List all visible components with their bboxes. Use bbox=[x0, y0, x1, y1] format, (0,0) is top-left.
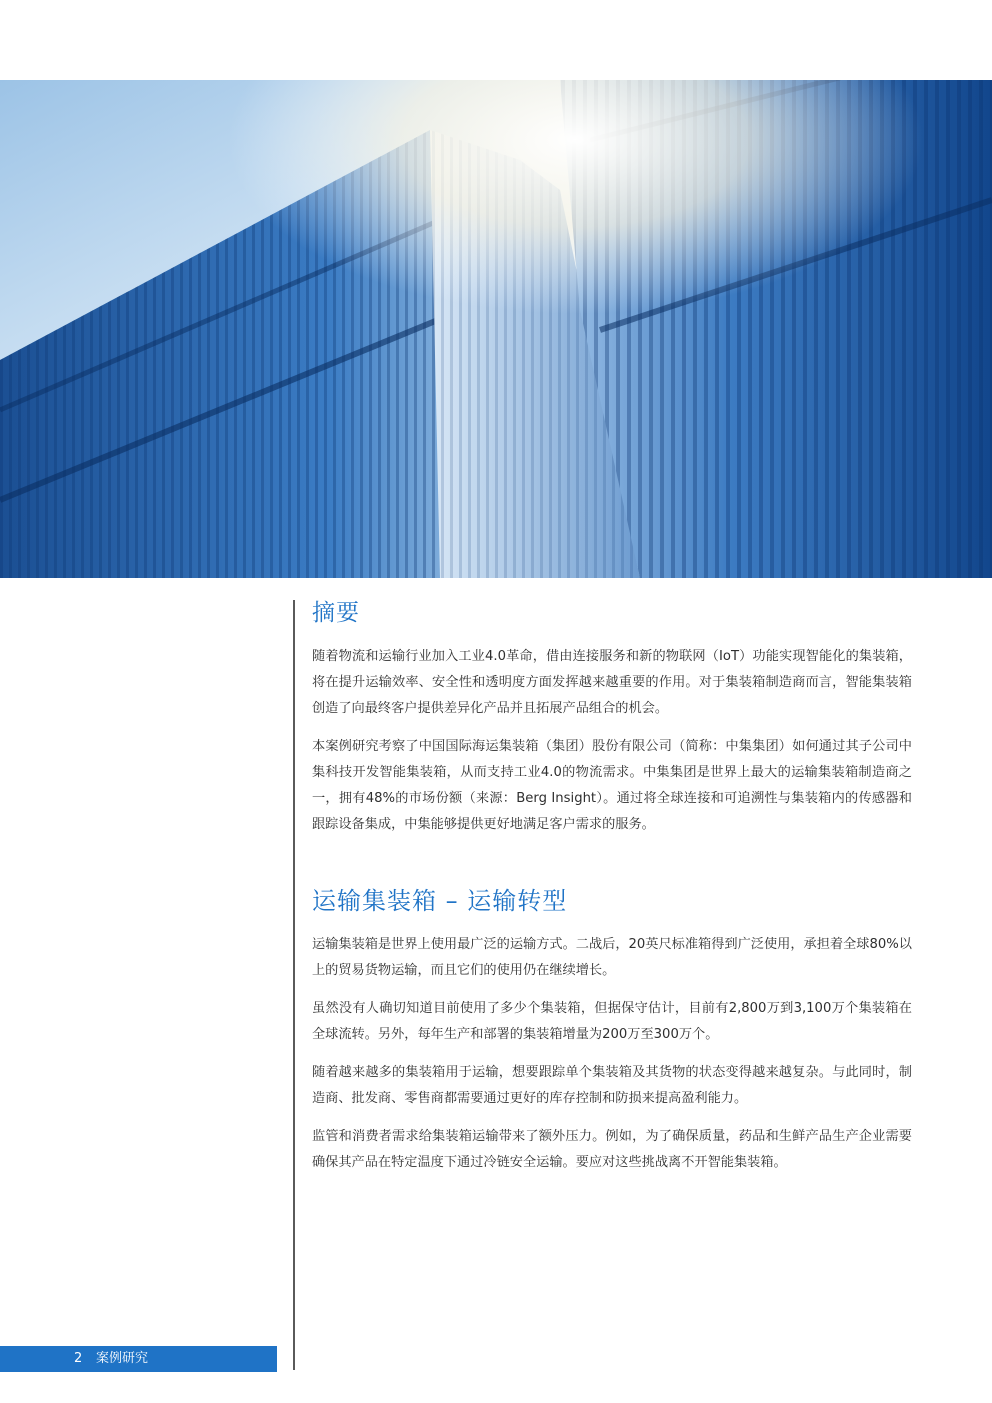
transport-paragraph-1: 运输集装箱是世界上使用最广泛的运输方式。二战后，20英尺标准箱得到广泛使用，承担着全球80%以上的贸易货物运输，而且它们的使用仍在继续增长。 bbox=[312, 937, 912, 978]
vertical-divider bbox=[293, 600, 295, 1370]
summary-paragraph-2: 本案例研究考察了中国国际海运集装箱（集团）股份有限公司（简称：中集集团）如何通过其子公司中集科技开发智能集装箱，从而支持工业4.0的物流需求。中集集团是世界上最大的运输集装箱制造商之一，拥有48%的市场份额（来源：Berg Insight）。通过将全球连接和可追溯性与集装箱内的传感器和跟踪设备集成，中集能够提供更好地满足客户需求的服务。 bbox=[312, 739, 912, 832]
transport-paragraph-3: 随着越来越多的集装箱用于运输，想要跟踪单个集装箱及其货物的状态变得越来越复杂。与此同时，制造商、批发商、零售商都需要通过更好的库存控制和防损来提高盈利能力。 bbox=[312, 1065, 912, 1106]
summary-paragraph-1: 随着物流和运输行业加入工业4.0革命，借由连接服务和新的物联网（IoT）功能实现智能化的集装箱，将在提升运输效率、安全性和透明度方面发挥越来越重要的作用。对于集装箱制造商而言，智能集装箱创造了向最终客户提供差异化产品并且拓展产品组合的机会。 bbox=[312, 649, 912, 716]
hero-image bbox=[0, 80, 992, 578]
main-content bbox=[312, 596, 912, 1188]
section-title-summary: 摘要 bbox=[312, 600, 360, 626]
footer-bar bbox=[0, 1346, 277, 1372]
transport-paragraph-4: 监管和消费者需求给集装箱运输带来了额外压力。例如，为了确保质量，药品和生鲜产品生产企业需要确保其产品在特定温度下通过冷链安全运输。要应对这些挑战离不开智能集装箱。 bbox=[312, 1129, 912, 1170]
page-number: 2 bbox=[74, 1351, 83, 1366]
section-title-transport: 运输集装箱 – 运输转型 bbox=[312, 887, 568, 915]
transport-paragraph-2: 虽然没有人确切知道目前使用了多少个集装箱，但据保守估计，目前有2,800万到3,100万个集装箱在全球流转。另外，每年生产和部署的集装箱增量为200万至300万个。 bbox=[312, 1001, 912, 1042]
shipping-containers-photo bbox=[0, 80, 992, 578]
footer-label: 案例研究 bbox=[96, 1351, 149, 1366]
